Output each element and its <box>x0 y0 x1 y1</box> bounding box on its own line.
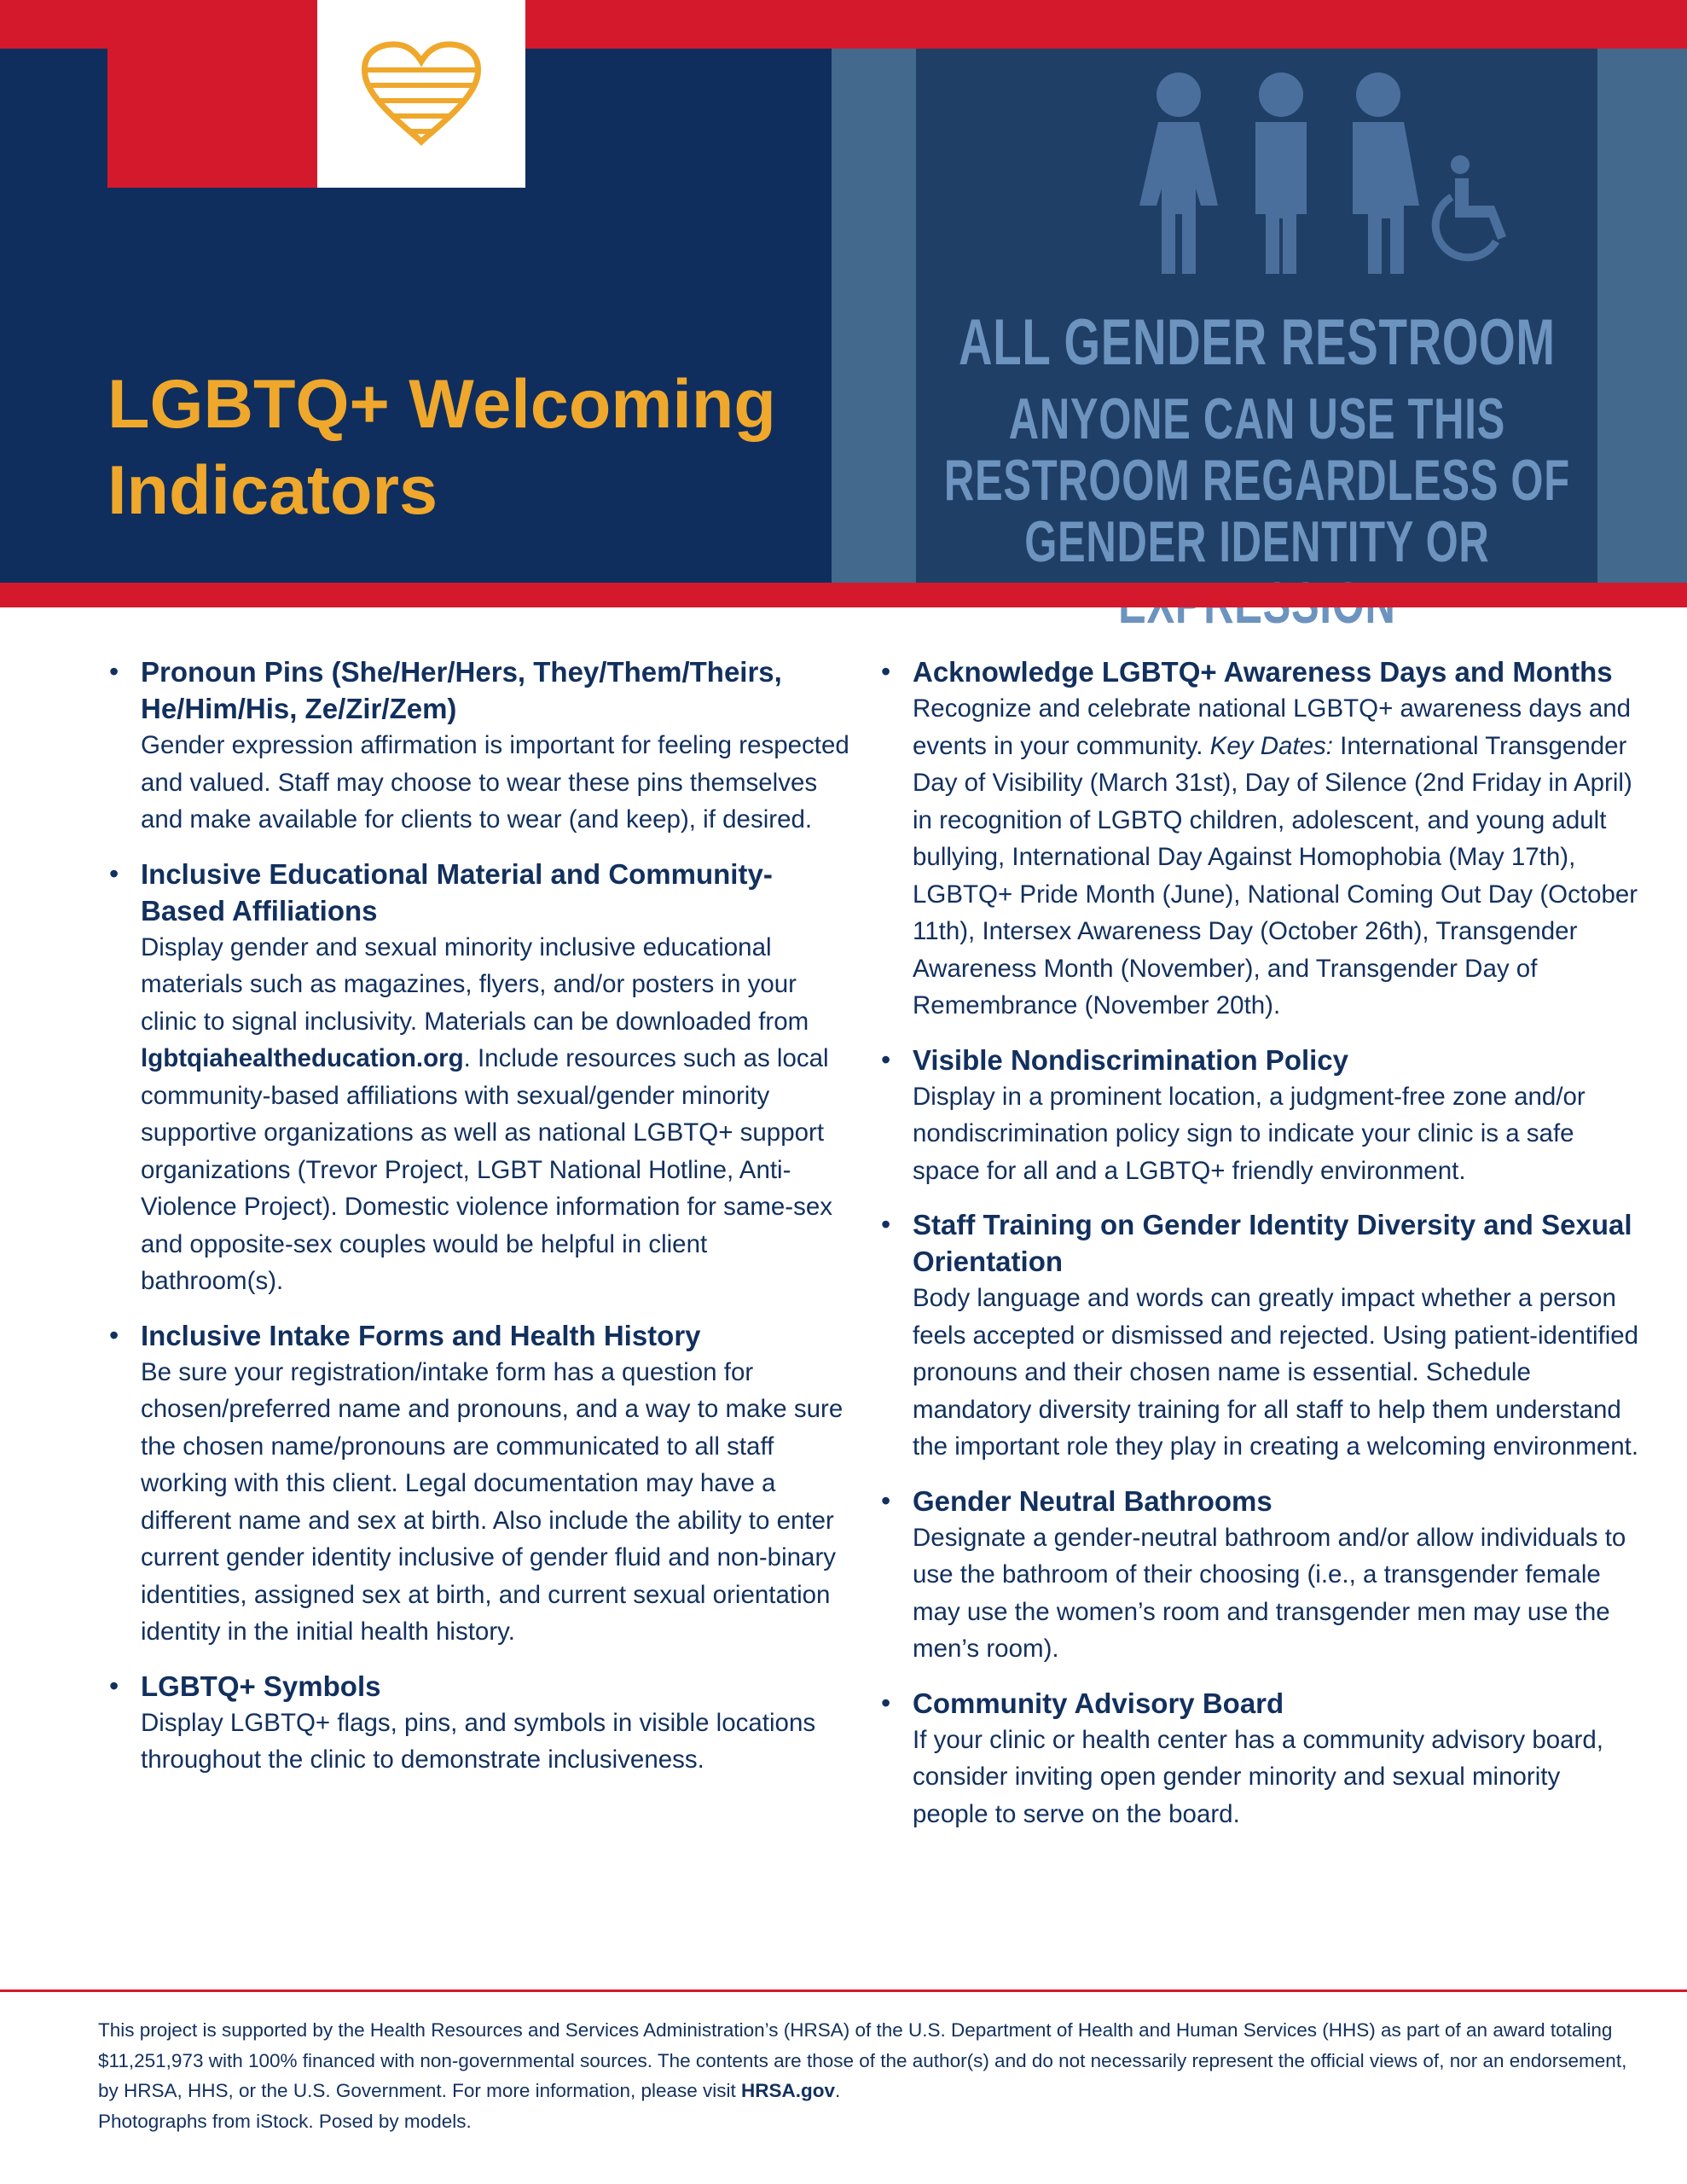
item-body: Gender expression affirmation is important for feeling respected and valued. Staff may choose to wear these pins themselves and make available for clients to wear (and keep), if desired. <box>141 731 849 834</box>
restroom-figures-icon <box>1129 61 1539 282</box>
item-body <box>913 690 1642 1025</box>
item-heading: Staff Training on Gender Identity Diversity and Sexual Orientation <box>913 1209 1632 1277</box>
all-gender-restroom-sign <box>916 49 1597 583</box>
list-item-gender-neutral-bathrooms <box>874 1483 1642 1668</box>
item-heading: Pronoun Pins (She/Her/Hers, They/Them/Theirs, He/Him/His, Ze/Zir/Zem) <box>141 656 782 724</box>
red-accent-block <box>107 0 317 188</box>
list-item-awareness-days <box>874 653 1642 1025</box>
hrsa-link[interactable]: HRSA.gov <box>741 2080 836 2101</box>
footer-text: This project is supported by the Health Resources and Services Administration’s (HRSA) of the U.S. Department of Health and Human Services (HHS) as part of an award totaling $11,251,973 with 100% financed with non-governmental sources. The contents are those of the author(s) and do not necessarily represent the official views of, nor an endorsement, by HRSA, HHS, or the U.S. Government. For more information, please visit <box>98 2019 1627 2101</box>
list-item-staff-training <box>874 1206 1642 1466</box>
key-dates-label: Key Dates: <box>1209 731 1333 760</box>
header-bottom-red-bar <box>0 583 1687 607</box>
photo-credit: Photographs from iStock. Posed by models. <box>98 2110 472 2132</box>
item-heading: Acknowledge LGBTQ+ Awareness Days and Months <box>913 656 1613 688</box>
item-body-part1: Display gender and sexual minority inclusive educational materials such as magazines, flyers, and/or posters in your clinic to signal inclusivity. Materials can be downloaded from <box>141 932 809 1036</box>
footer-period: . <box>835 2080 841 2101</box>
item-heading: Inclusive Intake Forms and Health History <box>141 1319 701 1351</box>
sign-subtext: ANYONE CAN USE THIS RESTROOM REGARDLESS OF GENDER IDENTITY OR <box>943 386 1570 574</box>
item-body: If your clinic or health center has a community advisory board, consider inviting open gender minority and sexual minority people to serve on the board. <box>913 1725 1603 1828</box>
item-body-part2: . Include resources such as local community-based affiliations with sexual/gender minority supportive organizations as well as national LGBTQ+ support organizations (Trevor Project, LGBT National Hotline, Anti-Violence Project). Domestic violence information for same-sex and opposite-sex couples would be helpful in client bathroom(s). <box>141 1044 833 1295</box>
footer-disclaimer <box>98 2015 1633 2136</box>
list-item-community-advisory-board <box>874 1685 1642 1833</box>
item-body: Display LGBTQ+ flags, pins, and symbols in visible locations throughout the clinic to demonstrate inclusiveness. <box>141 1708 816 1774</box>
bullet-icon: • <box>881 1043 891 1075</box>
item-heading: Community Advisory Board <box>913 1687 1284 1719</box>
item-body-part2: International Transgender Day of Visibility (March 31st), Day of Silence (2nd Friday in April) in recognition of LGBTQ children, adolescent, and young adult bullying, International Day Against Homophobia (May 17th), LGBTQ+ Pride Month (June), National Coming Out Day (October 11th), Intersex Awareness Day (October 26th), Transgender Awareness Month (November), and Transgender Day of Remembrance (November 20th). <box>913 731 1638 1019</box>
education-website-link[interactable]: lgbtqiahealtheducation.org <box>141 1044 464 1072</box>
footer-divider <box>0 1989 1687 1992</box>
list-item-educational-material <box>102 856 853 1300</box>
item-heading: Inclusive Educational Material and Community-Based Affiliations <box>141 857 773 926</box>
heart-logo-icon <box>360 41 483 147</box>
item-heading: Gender Neutral Bathrooms <box>913 1484 1272 1517</box>
bullet-icon: • <box>881 656 891 687</box>
list-item-pronoun-pins <box>102 653 853 839</box>
item-body: Designate a gender-neutral bathroom and/or allow individuals to use the bathroom of their choosing (i.e., a transgender female may use the women’s room and transgender men may use the men’s room). <box>913 1523 1626 1663</box>
list-item-lgbtq-symbols <box>102 1668 853 1779</box>
bullet-icon: • <box>109 1319 119 1350</box>
list-item-nondiscrimination-policy <box>874 1042 1642 1190</box>
item-body: Display in a prominent location, a judgment-free zone and/or nondiscrimination policy sign to indicate your clinic is a safe space for all and a LGBTQ+ friendly environment. <box>913 1082 1586 1185</box>
restroom-sign-photo <box>832 49 1687 583</box>
bullet-icon: • <box>881 1209 891 1240</box>
page-title: LGBTQ+ Welcoming Indicators <box>107 366 776 529</box>
header-banner <box>0 0 1687 607</box>
list-item-intake-forms <box>102 1317 853 1651</box>
bullet-icon: • <box>881 1484 891 1516</box>
right-column <box>874 653 1642 1850</box>
item-body: Body language and words can greatly impact whether a person feels accepted or dismissed and rejected. Using patient-identified pronouns and their chosen name is essential. Schedule mandatory diversity training for all staff to help them understand the important role they play in creating a welcoming environment. <box>913 1284 1639 1461</box>
sign-heading: ALL GENDER RESTROOM <box>958 306 1556 379</box>
bullet-icon: • <box>109 656 119 687</box>
left-column <box>102 653 853 1796</box>
bullet-icon: • <box>881 1687 891 1718</box>
item-heading: Visible Nondiscrimination Policy <box>913 1043 1349 1076</box>
item-body-part1: Recognize and celebrate national LGBTQ+ awareness days and events in your community. <box>913 694 1632 760</box>
bullet-icon: • <box>109 1670 119 1701</box>
bullet-icon: • <box>109 857 119 889</box>
logo <box>317 0 525 188</box>
item-body <box>141 929 853 1300</box>
item-heading: LGBTQ+ Symbols <box>141 1670 381 1702</box>
item-body: Be sure your registration/intake form has a question for chosen/preferred name and pronouns, and a way to make sure the chosen name/pronouns are communicated to all staff working with this client. Legal documentation may have a different name and sex at birth. Also include the ability to enter current gender identity inclusive of gender fluid and non-binary identities, assigned sex at birth, and current sexual orientation identity in the initial health history. <box>141 1357 844 1646</box>
